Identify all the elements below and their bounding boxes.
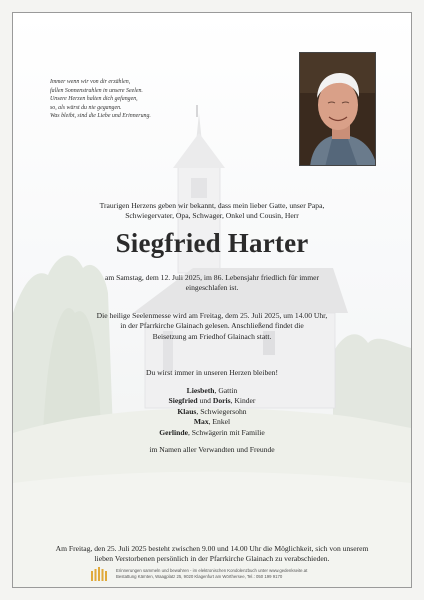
memorial-poem: [50, 78, 250, 121]
mourners-list: [13, 386, 411, 438]
mourner-relation: , Enkel: [208, 417, 231, 427]
mourner-entry: [13, 428, 411, 438]
footer: [13, 565, 411, 585]
poem-line: fallen Sonnenstrahlen in unsere Seelen.: [50, 87, 143, 94]
intro-line: Schwiegervater, Opa, Schwager, Onkel und Cousin, Herr: [125, 211, 299, 221]
mass-line: Beisetzung am Friedhof Glainach statt.: [152, 331, 272, 341]
announcement-intro: [13, 201, 411, 222]
farewell-line: lieben Verstorbenen persönlich in der Pfarrkirche Glainach zu verabschieden.: [94, 554, 330, 564]
passing-line: am Samstag, dem 12. Juli 2025, im 86. Lebensjahr friedlich für immer: [104, 273, 320, 282]
mourner-relation: , Schwiegersohn: [196, 406, 247, 416]
on-behalf-line: im Namen aller Verwandten und Freunde: [149, 445, 275, 454]
mourner-name: Gerlinde: [159, 427, 188, 437]
deceased-portrait-photo: [299, 52, 376, 166]
mass-line: in der Pfarrkirche Glainach gelesen. Anschließend findet die: [120, 321, 304, 331]
mourner-relation: , Schwägerin mit Familie: [187, 427, 265, 437]
obituary-card: [12, 12, 412, 588]
mourner-relation: , Kinder: [230, 396, 256, 406]
mourner-conjunction: und: [197, 396, 213, 406]
passing-line: eingeschlafen ist.: [185, 283, 239, 293]
mourner-name: Klaus: [177, 406, 197, 416]
passing-notice: [13, 273, 411, 294]
mourner-entry: [13, 417, 411, 427]
mourner-name: Doris: [212, 396, 231, 406]
mourner-name: Siegfried: [168, 396, 198, 406]
funeral-mass-notice: [13, 311, 411, 342]
poem-line: Unsere Herzen halten dich gefangen,: [50, 96, 138, 103]
mass-line: Die heilige Seelenmesse wird am Freitag, dem 25. Juli 2025, um 14.00 Uhr,: [96, 311, 328, 320]
deceased-name: Siegfried Harter: [115, 228, 309, 258]
farewell-line: Am Freitag, den 25. Juli 2025 besteht zwischen 9.00 und 14.00 Uhr die Möglichkeit, sich von unserem: [55, 544, 369, 553]
mourner-entry: [13, 407, 411, 417]
funeral-service-logo-icon: [89, 566, 109, 582]
poem-line: Immer wenn wir von dir erzählen,: [50, 79, 131, 85]
farewell-notice: [13, 544, 411, 565]
mourner-entry: [13, 396, 411, 406]
mourner-relation: , Gattin: [214, 386, 238, 395]
footer-line: Erinnerungen sammeln und bewahren - im elektronischen Kondolenzbuch unter www.gedenkseite.at: [116, 568, 308, 573]
poem-line: Was bleibt, sind die Liebe und Erinnerung.: [50, 113, 151, 120]
mourner-name: Liesbeth: [186, 386, 215, 395]
footer-line: Bestattung Kärnten, Waagplatz 25, 9020 Klagenfurt am Wörthersee, Tel.: 050 199 9170: [116, 574, 283, 579]
footer-text: [116, 568, 307, 580]
poem-line: so, als wärst du nie gegangen.: [50, 104, 122, 111]
mourner-entry: [13, 386, 411, 396]
mourner-name: Max: [193, 417, 209, 427]
intro-line: Traurigen Herzens geben wir bekannt, dass mein lieber Gatte, unser Papa,: [99, 201, 325, 210]
remembrance-line: Du wirst immer in unseren Herzen bleiben!: [145, 368, 278, 377]
